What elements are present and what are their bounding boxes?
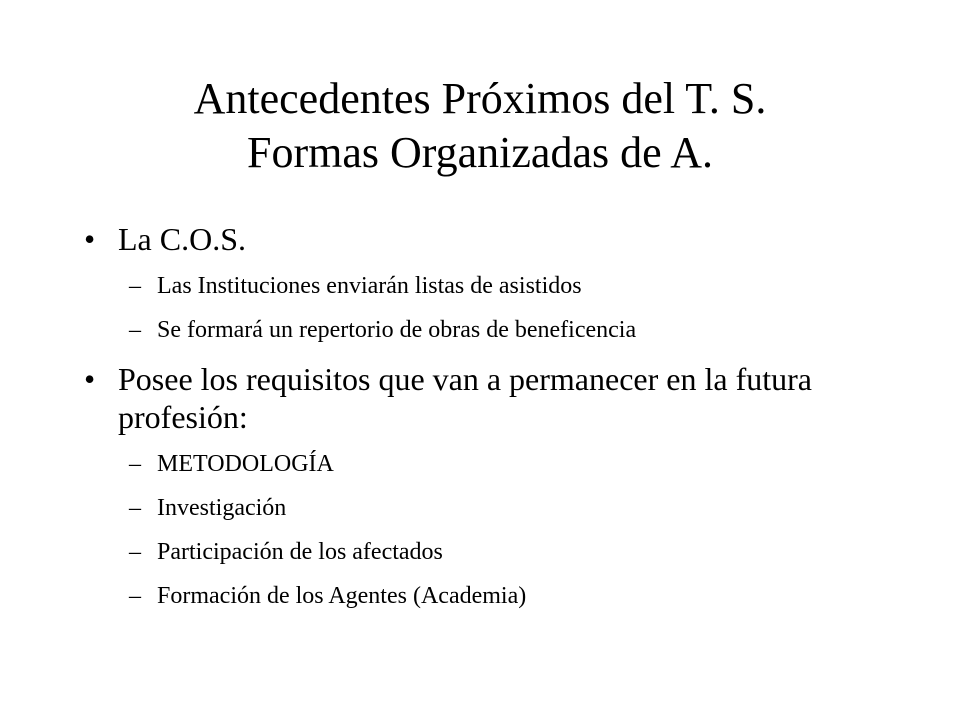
dash-icon: – [129,495,141,521]
slide-title [0,72,960,180]
bullet-item-cos [84,220,914,258]
sub-item [84,538,914,566]
sub-item [84,272,914,300]
bullet-icon: • [84,221,96,257]
bullet-text: Posee los requisitos que van a permanecer en la futura profesión: [118,361,812,435]
sub-list-cos [84,272,914,344]
sub-item-text: Formación de los Agentes (Academia) [157,583,527,609]
slide-title-line-1: Antecedentes Próximos del T. S. [193,74,767,123]
dash-icon: – [129,539,141,565]
bullet-item-requisitos [84,360,914,436]
dash-icon: – [129,317,141,343]
sub-item-text: Se formará un repertorio de obras de beneficencia [157,317,637,343]
sub-item [84,450,914,478]
dash-icon: – [129,273,141,299]
bullet-text: La C.O.S. [118,221,246,257]
sub-item [84,494,914,522]
bullet-icon: • [84,361,96,397]
sub-list-requisitos [84,450,914,610]
sub-item-text: Investigación [157,495,287,521]
slide-content [84,220,914,626]
slide-title-line-2: Formas Organizadas de A. [247,128,713,177]
sub-item-text: Participación de los afectados [157,539,443,565]
sub-item-text: METODOLOGÍA [157,451,334,477]
dash-icon: – [129,583,141,609]
sub-item-text: Las Instituciones enviarán listas de asistidos [157,273,582,299]
sub-item [84,582,914,610]
sub-item [84,316,914,344]
dash-icon: – [129,451,141,477]
